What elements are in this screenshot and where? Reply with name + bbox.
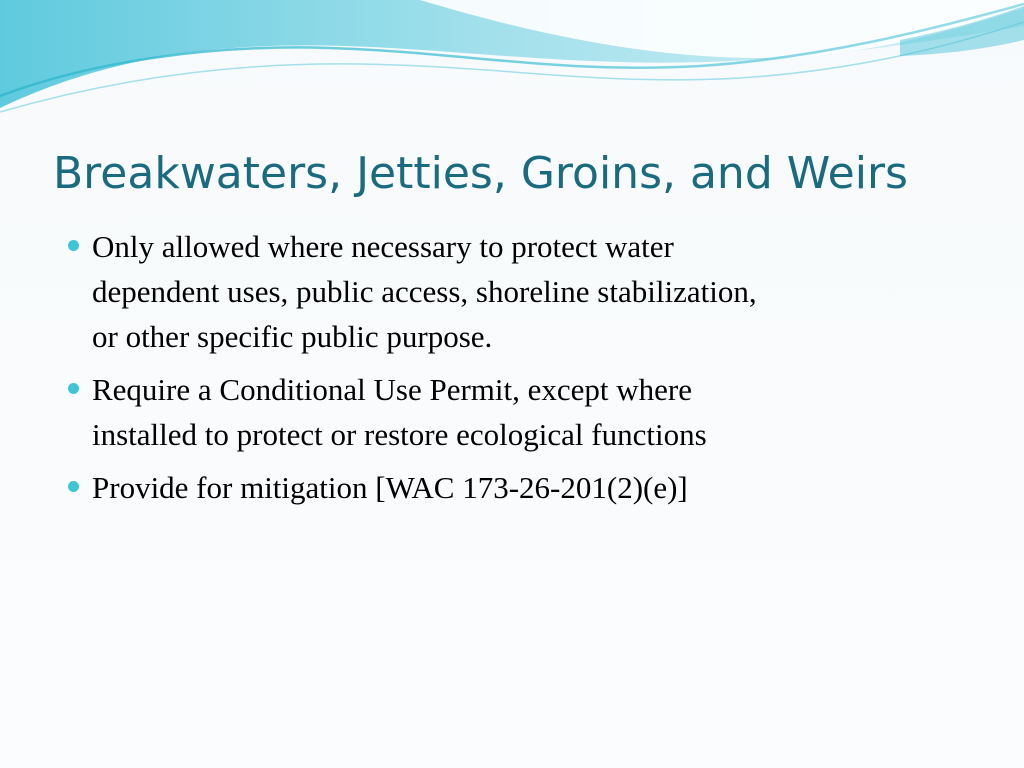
bullet-text-line: installed to protect or restore ecological functions — [92, 417, 707, 452]
round-bullet-icon — [68, 383, 79, 394]
bullet-text-line: Require a Conditional Use Permit, except where — [92, 372, 693, 407]
bullet-item — [62, 465, 962, 510]
wave-header-decoration — [0, 0, 1024, 120]
bullet-item — [62, 224, 962, 359]
bullet-item — [62, 367, 962, 457]
bullet-text-line: Only allowed where necessary to protect water — [92, 229, 674, 264]
bullet-text-line: Provide for mitigation [WAC 173-26-201(2)(e)] — [92, 470, 688, 505]
bullet-text-line: or other specific public purpose. — [92, 319, 493, 354]
round-bullet-icon — [68, 481, 79, 492]
slide-title: Breakwaters, Jetties, Groins, and Weirs — [53, 148, 908, 199]
round-bullet-icon — [68, 240, 79, 251]
bullet-text-line: dependent uses, public access, shoreline stabilization, — [92, 274, 757, 309]
bullet-list — [62, 224, 962, 518]
